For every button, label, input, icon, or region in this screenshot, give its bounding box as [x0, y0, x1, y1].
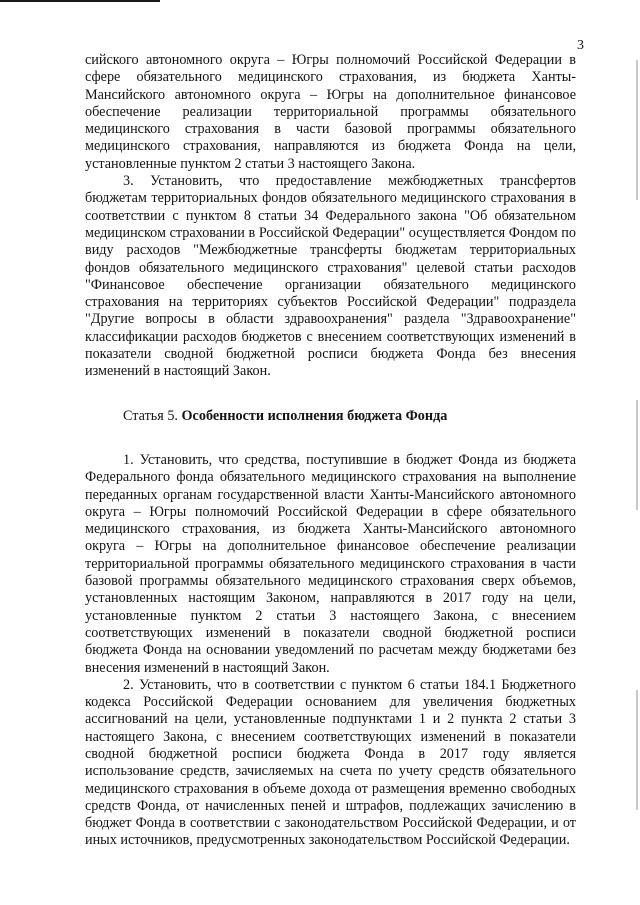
article5-paragraph-2: 2. Установить, что в соответствии с пунктом 6 статьи 184.1 Бюджетного кодекса Российской Федерации основанием для увеличения бюджетных ассигнований на цели, установленные подпунктами 1 и 2 пункта 2 статьи 3 настоящего Закона, с внесением соответствующих изменений в показатели сводной бюджетной росписи бюджета Фонда в 2017 году является использование средств, зачисляемых на счета по учету средств обязательного медицинского страхования в объеме дохода от размещения временно свободных средств Фонда, от начисленных пеней и штрафов, подлежащих зачислению в бюджет Фонда в соответствии с законодательством Российской Федерации, и от иных источников, предусмотренных законодательством Российской Федерации.	[85, 676, 576, 849]
page-number: 3	[577, 38, 584, 53]
article-heading	[85, 408, 576, 425]
article5-paragraph-1: 1. Установить, что средства, поступившие в бюджет Фонда из бюджета Федерального фонда обязательного медицинского страхования на выполнение переданных органам государственной власти Ханты-Мансийского автономного округа – Югры полномочий Российской Федерации в сфере обязательного медицинского страхования, из бюджета Ханты-Мансийского автономного округа – Югры на дополнительное финансовое обеспечение реализации территориальной программы обязательного медицинского страхования в части базовой программы обязательного медицинского страхования сверх объемов, установленных настоящим Законом, направляются в 2017 году на цели, установленные пунктом 2 статьи 3 настоящего Закона, с внесением соответствующих изменений в показатели сводной бюджетной росписи бюджета Фонда на основании уведомлений по расчетам между бюджетами без внесения изменений в настоящий Закон.	[85, 451, 576, 676]
scan-edge-mark	[636, 60, 638, 200]
paragraph-continuation: сийского автономного округа – Югры полномочий Российской Федерации в сфере обязательного медицинского страхования, из бюджета Ханты-Мансийского автономного округа – Югры на дополнительное финансовое обеспечение реализации территориальной программы обязательного медицинского страхования в части базовой программы обязательного медицинского страхования, направляются из бюджета Фонда на цели, установленные пунктом 2 статьи 3 настоящего Закона.	[85, 52, 576, 172]
scan-edge-mark	[636, 690, 638, 810]
document-body	[85, 52, 576, 850]
paragraph-3: 3. Установить, что предоставление межбюджетных трансфертов бюджетам территориальных фондов обязательного медицинского страхования в соответствии с пунктом 8 статьи 34 Федерального закона "Об обязательном медицинском страховании в Российской Федерации" осуществляется Фондом по виду расходов "Межбюджетные трансферты бюджетам территориальных фондов обязательного медицинского страхования" целевой статьи расходов "Финансовое обеспечение организации обязательного медицинского страхования на территориях субъектов Российской Федерации" подраздела "Другие вопросы в области здравоохранения" раздела "Здравоохранение" классификации расходов бюджетов с внесением соответствующих изменений в показатели сводной бюджетной росписи бюджета Фонда без внесения изменений в настоящий Закон.	[85, 173, 576, 380]
article-label: Статья 5.	[123, 407, 178, 424]
scan-top-rule	[0, 0, 160, 2]
scan-edge-mark	[636, 400, 638, 510]
article-title: Особенности исполнения бюджета Фонда	[181, 407, 448, 424]
